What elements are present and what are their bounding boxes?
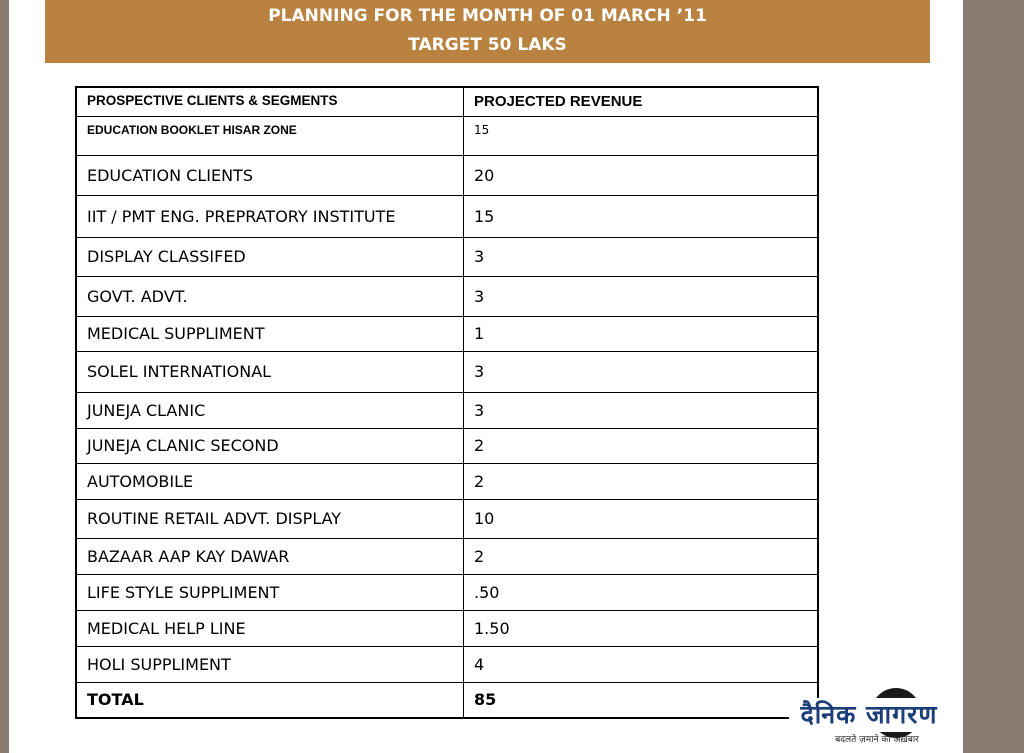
client-cell: MEDICAL HELP LINE — [76, 610, 464, 646]
banner-title: PLANNING FOR THE MONTH OF 01 MARCH ’11 — [268, 6, 707, 26]
revenue-cell: 2 — [464, 428, 819, 463]
table-row — [76, 155, 818, 195]
logo-tagline: बदलते ज़माने का अख़बार — [835, 735, 919, 745]
client-cell: EDUCATION BOOKLET HISAR ZONE — [76, 116, 464, 155]
table-row — [76, 237, 818, 276]
table-row — [76, 116, 818, 155]
table-row — [76, 499, 818, 538]
revenue-cell: 15 — [464, 116, 819, 155]
revenue-cell: 2 — [464, 463, 819, 499]
client-cell: GOVT. ADVT. — [76, 276, 464, 316]
client-cell: MEDICAL SUPPLIMENT — [76, 316, 464, 351]
client-cell: JUNEJA CLANIC — [76, 392, 464, 428]
banner-target: TARGET 50 LAKS — [408, 35, 567, 55]
client-cell: IIT / PMT ENG. PREPRATORY INSTITUTE — [76, 195, 464, 237]
revenue-cell: 3 — [464, 392, 819, 428]
table-row — [76, 392, 818, 428]
revenue-cell: 3 — [464, 276, 819, 316]
total-value: 85 — [464, 682, 819, 718]
table-row — [76, 276, 818, 316]
table-row — [76, 646, 818, 682]
revenue-cell: 4 — [464, 646, 819, 682]
client-cell: AUTOMOBILE — [76, 463, 464, 499]
client-cell: DISPLAY CLASSIFED — [76, 237, 464, 276]
table-row — [76, 463, 818, 499]
client-cell: LIFE STYLE SUPPLIMENT — [76, 574, 464, 610]
title-banner — [45, 0, 930, 63]
client-cell: EDUCATION CLIENTS — [76, 155, 464, 195]
table-row — [76, 316, 818, 351]
revenue-cell: 3 — [464, 237, 819, 276]
table-row — [76, 610, 818, 646]
table-row — [76, 195, 818, 237]
table-row — [76, 538, 818, 574]
table-header-row — [76, 87, 818, 116]
client-cell: HOLI SUPPLIMENT — [76, 646, 464, 682]
revenue-cell: 1.50 — [464, 610, 819, 646]
planning-table — [75, 86, 819, 719]
revenue-cell: 2 — [464, 538, 819, 574]
revenue-cell: 20 — [464, 155, 819, 195]
client-cell: SOLEL INTERNATIONAL — [76, 351, 464, 392]
total-row — [76, 682, 818, 718]
logo-name: दैनिक जागरण — [789, 698, 949, 732]
revenue-cell: 15 — [464, 195, 819, 237]
total-label: TOTAL — [76, 682, 464, 718]
revenue-cell: 10 — [464, 499, 819, 538]
dainik-jagran-logo — [789, 688, 949, 750]
table-row — [76, 428, 818, 463]
slide — [9, 0, 963, 753]
header-clients: PROSPECTIVE CLIENTS & SEGMENTS — [76, 87, 464, 116]
client-cell: BAZAAR AAP KAY DAWAR — [76, 538, 464, 574]
table-row — [76, 351, 818, 392]
revenue-cell: .50 — [464, 574, 819, 610]
header-revenue: PROJECTED REVENUE — [464, 87, 819, 116]
client-cell: JUNEJA CLANIC SECOND — [76, 428, 464, 463]
revenue-cell: 1 — [464, 316, 819, 351]
client-cell: ROUTINE RETAIL ADVT. DISPLAY — [76, 499, 464, 538]
revenue-cell: 3 — [464, 351, 819, 392]
table-row — [76, 574, 818, 610]
